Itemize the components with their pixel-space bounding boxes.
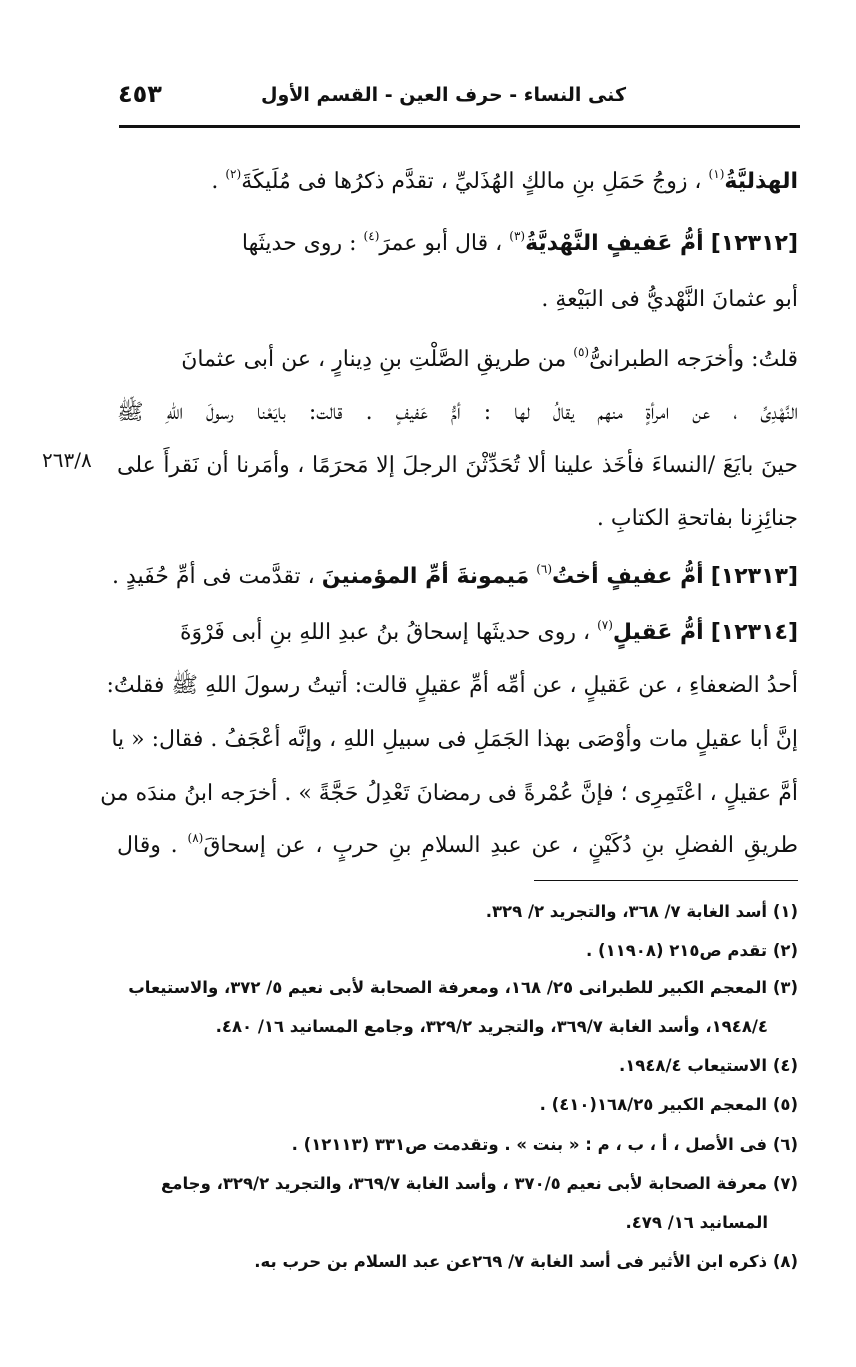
text-line: أمَّ عقيلٍ ، اعْتَمِرِى ؛ فإنَّ عُمْرةً فى رمضانَ تَعْدِلُ حَجَّةً » . أخرَجه ابنُ مندَه من (100, 781, 798, 806)
footnote-ref: (٨) (187, 831, 204, 845)
footnote: (٨) ذكره ابن الأثير فى أسد الغابة ٧/ ٢٦٩عن عبد السلام بن حرب به. (254, 1252, 798, 1271)
text-line: أبو عثمانَ النَّهْديُّ فى البَيْعةِ . (541, 287, 798, 312)
text-span: : روى حديثَها (241, 231, 357, 256)
running-header-title: كنى النساء - حرف العين - القسم الأول (260, 84, 626, 106)
footnote-ref: (٧) (597, 618, 613, 632)
text-span: . (211, 169, 219, 194)
entry-name: أمُّ عَفيفٍ النَّهْديَّةُ (525, 231, 704, 256)
entry-name: الهذليَّةُ (724, 169, 798, 194)
footnote: (٤) الاستيعاب ١٩٤٨/٤. (618, 1056, 798, 1075)
text-span: . وقال (117, 833, 178, 858)
footnote-separator (534, 880, 798, 881)
text-span: ، روى حديثَها إسحاقُ بنُ عبدِ اللهِ بنِ أبى فَرْوَةَ (179, 620, 591, 645)
footnote: (٦) فى الأصل ، أ ، ب ، م : « بنت » . وتقدمت ص٣٣١ (١٢١١٣) . (291, 1135, 798, 1154)
text-span: قلتُ: وأخرَجه الطبرانىُّ (589, 347, 798, 372)
text-span: طريقِ الفضلِ بنِ دُكَيْنٍ ، عن عبدِ السلامِ بنِ حربٍ ، عن إسحاقَ (203, 833, 798, 858)
entry-number: [١٢٣١٢] (710, 231, 798, 256)
text-line: حينَ بايَعَ /النساءَ فأخَذ علينا ألا تُحَدِّثْنَ الرجلَ إلا مَحرَمًا ، وأمَرنا أن نَقرأَ على (117, 453, 798, 478)
entry-heading-line (117, 224, 798, 264)
text-span: ، تقدَّمت فى أمِّ حُفَيدٍ . (111, 564, 315, 589)
footnote-ref: (٦) (536, 562, 553, 576)
footnote-ref: (٢) (225, 167, 242, 181)
footnote: (١) أسد الغابة ٧/ ٣٦٨، والتجريد ٢/ ٣٢٩. (485, 902, 798, 921)
text-line: إنَّ أبا عقيلٍ مات وأوْصَى بهذا الجَمَلِ فى سبيلِ اللهِ ، وإنَّه أعْجَفُ . فقال: « يا (111, 727, 798, 752)
entry-name: أمُّ عفيفٍ أختُ (552, 564, 704, 589)
text-line: أحدُ الضعفاءِ ، عن عَقيلٍ ، عن أمِّه أمِّ عقيلٍ قالت: أتيتُ رسولَ اللهِ ﷺ فقلتُ: (106, 673, 798, 698)
text-span: ، قال أبو عمرَ (379, 231, 503, 256)
footnote: (٧) معرفة الصحابة لأبى نعيم ٣٧٠/٥ ، وأسد الغابة ٣٦٩/٧، والتجريد ٣٢٩/٢، وجامع (161, 1174, 798, 1193)
footnote: (٥) المعجم الكبير ١٦٨/٢٥(٤١٠) . (539, 1095, 798, 1114)
footnote: (٢) تقدم ص٢١٥ (١١٩٠٨) . (586, 941, 798, 960)
text-span: من طريقِ الصَّلْتِ بنِ دِينارٍ ، عن أبى عثمانَ (181, 347, 567, 372)
footnote-ref: (١) (708, 167, 725, 181)
text-line: جنائِزِنا بفاتحةِ الكتابِ . (596, 506, 798, 531)
footnote-ref: (٥) (573, 345, 590, 359)
header-rule (119, 125, 800, 128)
page-number: ٤٥٣ (118, 80, 162, 108)
footnote-ref: (٣) (509, 229, 526, 243)
text-line (117, 340, 798, 380)
text-line (117, 162, 798, 202)
footnote-continuation: ١٩٤٨/٤، وأسد الغابة ٣٦٩/٧، والتجريد ٣٢٩/٢، وجامع المسانيد ١٦/ ٤٨٠. (215, 1017, 768, 1036)
footnote-continuation: المسانيد ١٦/ ٤٧٩. (625, 1213, 768, 1232)
entry-number: [١٢٣١٤] (710, 620, 798, 645)
entry-number: [١٢٣١٣] (710, 564, 798, 589)
footnote: (٣) المعجم الكبير للطبرانى ٢٥/ ١٦٨، ومعرفة الصحابة لأبى نعيم ٥/ ٣٧٢، والاستيعاب (128, 978, 798, 997)
entry-name: مَيمونةَ أمِّ المؤمنينَ (321, 564, 530, 589)
entry-name: أمُّ عَقيلٍ (612, 620, 704, 645)
entry-heading-line (111, 557, 798, 597)
entry-heading-line (117, 613, 798, 653)
footnote-ref: (٤) (363, 229, 380, 243)
margin-volume-page-ref: ٢٦٣/٨ (42, 448, 92, 472)
text-line: النَّهْدِىِّ ، عن امرأةٍ منهم يقالُ لها : أمُّ عَفيفٍ . قالت: بايَعْنا رسولَ اللهِ ﷺ (117, 400, 798, 425)
text-span: ، زوجُ حَمَلِ بنِ مالكٍ الهُذَليِّ ، تقدَّم ذكرُها فى مُلَيكَةَ (241, 169, 702, 194)
text-line (117, 826, 798, 866)
